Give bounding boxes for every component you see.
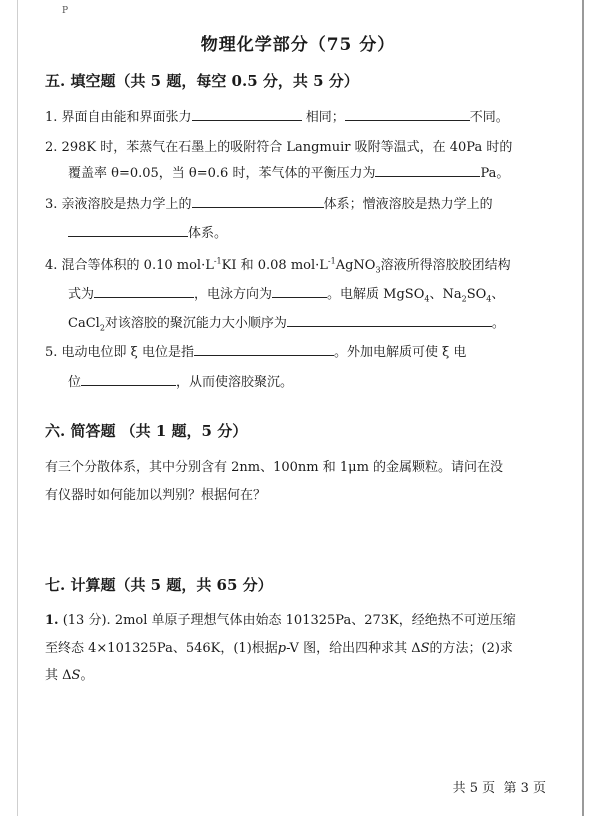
q-text: ，从而使溶胶聚沉。 xyxy=(176,375,294,390)
math-symbol: S xyxy=(420,641,430,656)
section7-heading: 七. 计算题（共 5 题，共 65 分） xyxy=(45,576,273,594)
q-text: 亲液溶胶是热力学上的 xyxy=(61,197,192,212)
page-footer xyxy=(453,777,546,796)
scan-edge-right xyxy=(582,0,584,816)
question-5-1 xyxy=(45,106,509,125)
q-text: 对该溶胶的聚沉能力大小顺序为 xyxy=(104,316,287,331)
answer-blank[interactable] xyxy=(68,224,188,237)
section6-heading: 六. 简答题 （共 1 题，5 分） xyxy=(45,422,248,440)
section6-text-line1: 有三个分散体系，其中分别含有 2nm、100nm 和 1μm 的金属颗粒。请问在没 xyxy=(45,460,504,475)
subscript: 4 xyxy=(424,294,430,304)
q-number: 1. xyxy=(45,613,59,628)
q-text: 溶液所得溶胶胶团结构 xyxy=(380,258,511,273)
question-5-3 xyxy=(45,193,493,212)
page-number: 第 3 页 xyxy=(503,781,546,796)
q-text: 2mol 单原子理想气体由始态 101325Pa、273K，经绝热不可逆压缩 xyxy=(114,613,516,628)
q-text: 混合等体积的 0.10 mol·L xyxy=(61,258,214,273)
section6-text-line2: 有仪器时如何能加以判别？根据何在？ xyxy=(45,488,267,503)
answer-blank[interactable] xyxy=(81,373,176,386)
answer-blank[interactable] xyxy=(375,164,480,177)
subscript: 3 xyxy=(375,265,381,275)
q-text: 不同。 xyxy=(469,110,509,125)
q-text: 。电解质 MgSO xyxy=(327,287,425,302)
answer-blank[interactable] xyxy=(94,285,194,298)
q-text: 体系；憎液溶胶是热力学上的 xyxy=(323,197,493,212)
q-text: KI 和 0.08 mol·L xyxy=(221,258,328,273)
q-text: 其 Δ xyxy=(45,668,72,683)
section7-q1-line2 xyxy=(45,637,513,656)
q-number: 5. xyxy=(45,345,58,360)
q-text: 。 xyxy=(80,668,94,683)
subscript: 4 xyxy=(486,294,492,304)
q-text: 体系。 xyxy=(188,226,228,241)
q-text: CaCl xyxy=(68,316,100,331)
question-5-4 xyxy=(45,254,511,273)
q-text: 界面自由能和界面张力 xyxy=(61,110,192,125)
q-number: 3. xyxy=(45,197,58,212)
q-text: 的方法；(2)求 xyxy=(429,641,513,656)
answer-blank[interactable] xyxy=(192,108,302,121)
corner-mark: P xyxy=(62,6,69,16)
answer-blank[interactable] xyxy=(287,314,492,327)
q-number: 2. xyxy=(45,140,58,155)
question-5-4-cont2 xyxy=(68,312,505,331)
subscript: 2 xyxy=(99,323,105,333)
q-text: -V 图，给出四种求其 Δ xyxy=(286,641,421,656)
answer-blank[interactable] xyxy=(345,108,470,121)
q-text: Pa。 xyxy=(480,166,510,181)
q-text: 电动电位即 ξ 电位是指 xyxy=(61,345,194,360)
scan-edge-left xyxy=(17,0,18,816)
q-number: 4. xyxy=(45,258,58,273)
q-text: 相同； xyxy=(305,110,345,125)
answer-blank[interactable] xyxy=(194,343,334,356)
q-text: 位 xyxy=(68,375,82,390)
q-number: 1. xyxy=(45,110,58,125)
q-text: 。外加电解质可使 ξ 电 xyxy=(333,345,467,360)
section7-q1-line1 xyxy=(45,609,516,628)
math-symbol: p xyxy=(277,641,287,656)
page-title: 物理化学部分（75 分） xyxy=(200,35,396,55)
q-text: 式为 xyxy=(68,287,95,302)
question-5-4-cont xyxy=(68,283,504,302)
q-text: 、Na xyxy=(429,287,462,302)
question-5-3-cont xyxy=(68,222,227,241)
page-total: 共 5 页 xyxy=(452,781,496,796)
q-text: SO xyxy=(466,287,487,302)
q-text: 至终态 4×101325Pa、546K，(1)根据 xyxy=(45,641,278,656)
question-5-2-cont xyxy=(68,162,509,181)
q-text: 、 xyxy=(491,287,505,302)
question-5-5-cont xyxy=(68,371,293,390)
superscript: -1 xyxy=(327,256,336,266)
q-text: 。 xyxy=(491,316,505,331)
question-5-2 xyxy=(45,136,512,155)
section5-heading: 五. 填空题（共 5 题，每空 0.5 分，共 5 分） xyxy=(45,72,359,90)
question-5-5 xyxy=(45,341,466,360)
answer-blank[interactable] xyxy=(192,195,324,208)
section7-q1-line3 xyxy=(45,664,93,683)
q-text: 覆盖率 θ=0.05，当 θ=0.6 时，苯气体的平衡压力为 xyxy=(68,166,376,181)
math-symbol: S xyxy=(71,668,81,683)
q-points: (13 分). xyxy=(62,613,111,628)
answer-blank[interactable] xyxy=(272,285,327,298)
subscript: 2 xyxy=(461,294,467,304)
q-text: AgNO xyxy=(335,258,376,273)
q-text: ，电泳方向为 xyxy=(194,287,273,302)
q-text: 298K 时，苯蒸气在石墨上的吸附符合 Langmuir 吸附等温式，在 40Pa 时的 xyxy=(61,140,513,155)
superscript: -1 xyxy=(213,256,222,266)
